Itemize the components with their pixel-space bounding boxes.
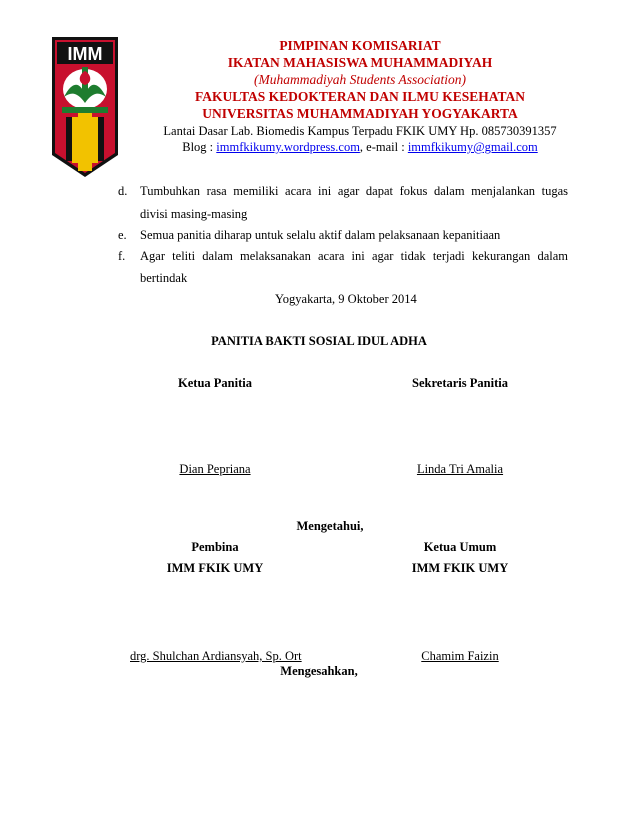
item-text: Tumbuhkan rasa memiliki acara ini agar dapat fokus dalam menjalankan tugas [140,184,568,198]
sekretaris-title: Sekretaris Panitia [412,376,508,390]
ketum-title: Ketua Umum [423,540,497,554]
pembina-title: Pembina [191,540,239,554]
committee-title: PANITIA BAKTI SOSIAL IDUL ADHA [211,334,427,348]
list-item-d [118,183,568,199]
header-address: Lantai Dasar Lab. Biomedis Kampus Terpadu FKIK UMY Hp. 085730391357 [163,124,557,138]
email-label: , e-mail : [359,140,408,154]
mengesahkan-label: Mengesahkan, [280,664,358,678]
header-line-fakultas: FAKULTAS KEDOKTERAN DAN ILMU KESEHATAN [194,89,526,104]
item-text: bertindak [140,271,188,285]
header-line-ikatan: IKATAN MAHASISWA MUHAMMADIYAH [227,55,493,70]
place-date: Yogyakarta, 9 Oktober 2014 [275,292,417,306]
list-item-f [118,248,568,264]
pembina-org: IMM FKIK UMY [166,561,264,575]
ketua-name: Dian Pepriana [179,462,251,476]
blog-link[interactable]: immfkikumy.wordpress.com [216,140,360,154]
sekretaris-name: Linda Tri Amalia [416,462,504,476]
header-line-universitas: UNIVERSITAS MUHAMMADIYAH YOGYAKARTA [202,106,518,121]
ketum-org: IMM FKIK UMY [411,561,509,575]
pembina-name: drg. Shulchan Ardiansyah, Sp. Ort [130,649,302,663]
item-label: f. [118,249,126,263]
header-line-pimpinan: PIMPINAN KOMISARIAT [279,38,441,53]
header-line-association: (Muhammadiyah Students Association) [254,72,466,87]
item-text: divisi masing-masing [140,207,248,221]
mengetahui-label: Mengetahui, [296,519,364,533]
item-label: d. [118,184,128,198]
email-link[interactable]: immfkikumy@gmail.com [407,140,538,154]
blog-label: Blog : [182,140,217,154]
imm-logo [52,37,118,177]
header-contact [130,139,590,155]
item-label: e. [118,228,127,242]
logo-text: IMM [67,44,103,64]
item-text: Semua panitia diharap untuk selalu aktif dalam pelaksanaan kepanitiaan [140,228,501,242]
ketua-title: Ketua Panitia [178,376,252,390]
list-item-f-cont [118,270,568,286]
list-item-d-cont [118,206,568,222]
item-text: Agar teliti dalam melaksanakan acara ini agar tidak terjadi kekurangan dalam [140,249,568,263]
list-item-e [118,227,568,243]
ketum-name: Chamim Faizin [421,649,499,663]
